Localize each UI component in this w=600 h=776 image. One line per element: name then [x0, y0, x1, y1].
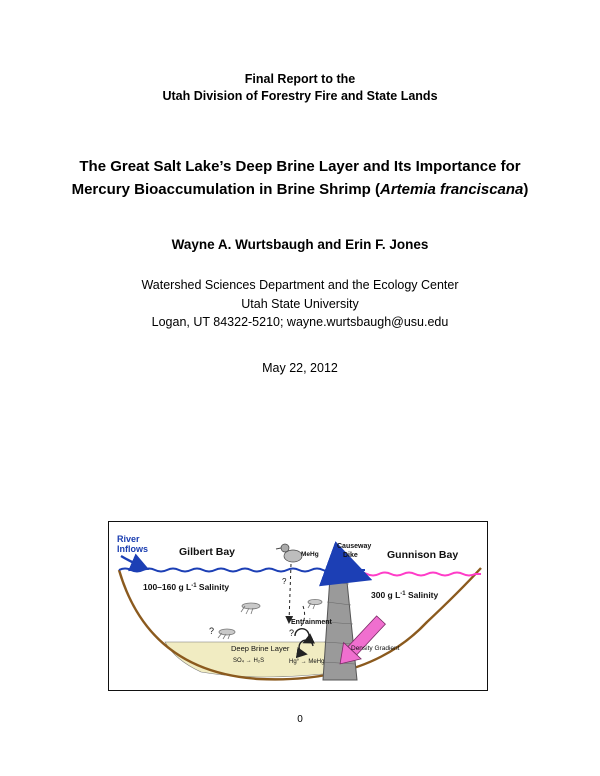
gunnison-bay-label: Gunnison Bay [387, 549, 459, 561]
question-mark-label: ? [282, 577, 287, 586]
entrainment-label: Entrainment [291, 619, 332, 626]
river-inflows-label: River [117, 534, 140, 544]
report-date: May 22, 2012 [262, 361, 338, 375]
authors: Wayne A. Wurtsbaugh and Erin F. Jones [171, 237, 429, 252]
question-mark-label: ? [289, 628, 295, 638]
title-species-name: Artemia franciscana [379, 181, 524, 198]
mehg-dashed-pathway [289, 564, 291, 622]
title-line2-suffix: ) [523, 181, 529, 198]
title-line2 [0, 178, 600, 201]
brine-shrimp-icon [218, 629, 235, 639]
river-inflow-arrow [121, 556, 145, 568]
causeway-label: Causeway [337, 543, 372, 550]
question-mark-label: ? [209, 626, 215, 636]
gilbert-bay-label: Gilbert Bay [179, 546, 236, 558]
river-inflows-label: Inflows [117, 544, 148, 554]
lake-diagram-svg [109, 522, 487, 690]
brine-shrimp-icon [308, 599, 322, 609]
page-number: 0 [297, 714, 303, 725]
deep-brine-layer-label: Deep Brine Layer [231, 644, 290, 653]
gilbert-salinity-label: 100–160 g $L^{-1}$ Salinity [143, 582, 230, 592]
sulfate-reduction-label: SO₄ → H₂S [233, 658, 265, 664]
bird-icon [276, 544, 302, 562]
report-heading-line2: Utah Division of Forestry Fire and State Lands [162, 89, 438, 103]
gunnison-salinity-label: 300 g $L^{-1}$ Salinity [371, 590, 439, 600]
report-heading-line1: Final Report to the [244, 72, 356, 86]
affiliation [0, 276, 600, 332]
mercury-methylation-label: Hg° → MeHg [289, 659, 325, 665]
brine-shrimp-icon [241, 603, 260, 614]
affiliation-university: Utah State University [241, 296, 359, 311]
title-line1: The Great Salt Lake’s Deep Brine Layer and Its Importance for [79, 158, 521, 175]
lake-diagram-figure [108, 521, 488, 691]
gunnison-water-line [355, 573, 481, 576]
document-title [0, 155, 600, 201]
affiliation-department: Watershed Sciences Department and the Ecology Center [141, 278, 459, 292]
gilbert-water-line [119, 569, 365, 572]
affiliation-address: Logan, UT 84322-5210; wayne.wurtsbaugh@usu.edu [151, 315, 449, 329]
density-gradient-label: Density Gradient [351, 645, 400, 652]
report-heading [0, 71, 600, 105]
title-line2-prefix: Mercury Bioaccumulation in Brine Shrimp ( [71, 181, 380, 198]
causeway-label: Dike [343, 552, 358, 559]
mehg-label: MeHg [301, 551, 319, 558]
